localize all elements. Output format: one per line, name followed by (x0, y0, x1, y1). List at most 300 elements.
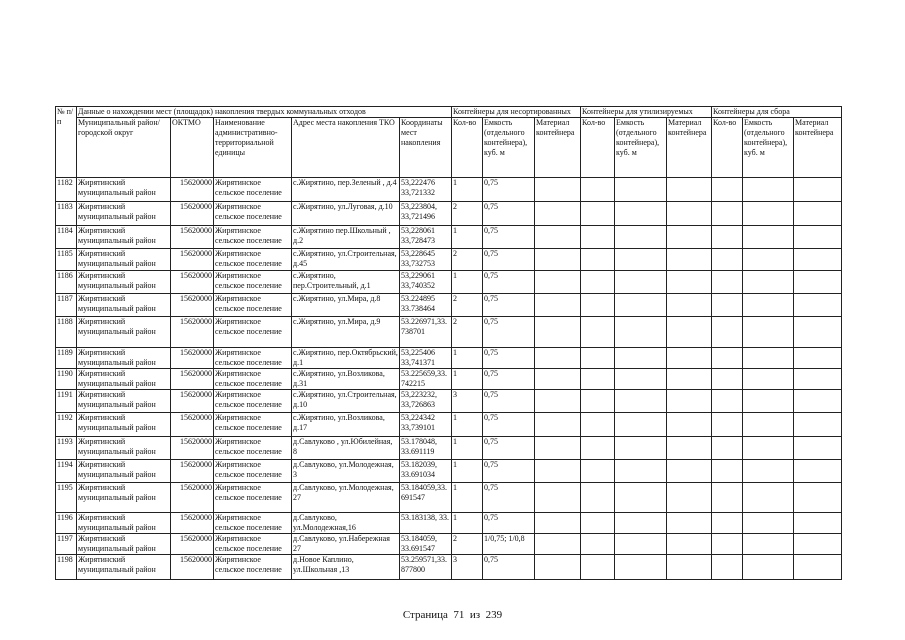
row-oktmo: 15620000 (171, 555, 214, 580)
row-empty-cell (581, 483, 615, 513)
row-empty-cell (667, 202, 712, 226)
row-coords: 53.184059,33. 691547 (400, 483, 452, 513)
row-district: Жирятинский муниципальный район (77, 413, 171, 437)
row-address: д.Савлуково, ул.Молодежная, 27 (292, 483, 400, 513)
row-address: д.Новое Каплино, ул.Школьная ,13 (292, 555, 400, 580)
row-number: 1182 (56, 178, 77, 202)
row-settlement: Жирятинское сельское поселение (214, 390, 292, 413)
row-empty-cell (743, 178, 794, 202)
row-empty-cell (712, 226, 743, 249)
row-empty-cell (794, 534, 842, 555)
row-number: 1195 (56, 483, 77, 513)
row-address: с.Жирятино, ул.Луговая, д.10 (292, 202, 400, 226)
row-address: д.Савлуково, ул.Молодежная, 3 (292, 460, 400, 483)
row-address: с.Жирятино пер.Школьный , д.2 (292, 226, 400, 249)
row-empty-cell (581, 178, 615, 202)
document-table-container (55, 106, 842, 580)
row-empty-cell (794, 555, 842, 580)
row-empty-cell (743, 226, 794, 249)
row-empty-cell (743, 534, 794, 555)
row-empty-cell (794, 483, 842, 513)
row-empty-cell (712, 555, 743, 580)
row-address: с.Жирятино, пер.Зеленый , д.4 (292, 178, 400, 202)
row-empty-cell (712, 460, 743, 483)
row-capacity: 0,75 (483, 271, 535, 294)
row-empty-cell (712, 348, 743, 369)
row-empty-cell (712, 483, 743, 513)
row-empty-cell (667, 513, 712, 534)
row-coords: 53.184059, 33.691547 (400, 534, 452, 555)
row-empty-cell (535, 413, 581, 437)
row-oktmo: 15620000 (171, 413, 214, 437)
row-settlement: Жирятинское сельское поселение (214, 178, 292, 202)
row-empty-cell (615, 294, 667, 317)
row-settlement: Жирятинское сельское поселение (214, 369, 292, 390)
row-capacity: 0,75 (483, 369, 535, 390)
header-column-row (56, 118, 842, 178)
row-empty-cell (535, 513, 581, 534)
row-settlement: Жирятинское сельское поселение (214, 226, 292, 249)
row-oktmo: 15620000 (171, 348, 214, 369)
row-empty-cell (794, 249, 842, 271)
row-capacity: 0,75 (483, 555, 535, 580)
row-empty-cell (712, 202, 743, 226)
row-empty-cell (581, 202, 615, 226)
row-coords: 53,225406 33,741371 (400, 348, 452, 369)
row-empty-cell (712, 513, 743, 534)
row-district: Жирятинский муниципальный район (77, 249, 171, 271)
header-material: Материал контейнера (535, 118, 581, 178)
row-count: 1 (452, 271, 483, 294)
row-empty-cell (667, 460, 712, 483)
row-count: 1 (452, 513, 483, 534)
row-number: 1190 (56, 369, 77, 390)
row-empty-cell (615, 271, 667, 294)
row-empty-cell (535, 369, 581, 390)
row-oktmo: 15620000 (171, 202, 214, 226)
row-oktmo: 15620000 (171, 483, 214, 513)
row-empty-cell (667, 249, 712, 271)
row-settlement: Жирятинское сельское поселение (214, 555, 292, 580)
row-empty-cell (794, 348, 842, 369)
row-capacity: 0,75 (483, 413, 535, 437)
page-of-label: из (469, 609, 481, 621)
header-capacity-3: Емкость (отдельного контейнера), куб. м (743, 118, 794, 178)
row-capacity: 0,75 (483, 460, 535, 483)
row-settlement: Жирятинское сельское поселение (214, 413, 292, 437)
table-row (56, 202, 842, 226)
row-empty-cell (615, 369, 667, 390)
row-capacity: 0,75 (483, 437, 535, 460)
row-capacity: 0,75 (483, 226, 535, 249)
row-empty-cell (794, 460, 842, 483)
row-empty-cell (712, 249, 743, 271)
row-empty-cell (794, 317, 842, 348)
row-empty-cell (581, 460, 615, 483)
header-capacity-2: Емкость (отдельного контейнера), куб. м (615, 118, 667, 178)
row-empty-cell (667, 483, 712, 513)
table-row (56, 483, 842, 513)
row-empty-cell (535, 178, 581, 202)
row-count: 1 (452, 369, 483, 390)
row-empty-cell (615, 178, 667, 202)
row-number: 1193 (56, 437, 77, 460)
table-row (56, 294, 842, 317)
page-label: Страница (402, 609, 448, 621)
row-address: с.Жирятино, ул.Мира, д.9 (292, 317, 400, 348)
row-district: Жирятинский муниципальный район (77, 178, 171, 202)
row-settlement: Жирятинское сельское поселение (214, 202, 292, 226)
row-district: Жирятинский муниципальный район (77, 271, 171, 294)
row-empty-cell (743, 317, 794, 348)
row-settlement: Жирятинское сельское поселение (214, 271, 292, 294)
row-coords: 53.224895 33.738464 (400, 294, 452, 317)
table-row (56, 534, 842, 555)
row-number: 1185 (56, 249, 77, 271)
row-settlement: Жирятинское сельское поселение (214, 483, 292, 513)
row-empty-cell (743, 369, 794, 390)
row-count: 1 (452, 348, 483, 369)
row-empty-cell (535, 348, 581, 369)
table-row (56, 555, 842, 580)
row-empty-cell (712, 437, 743, 460)
row-empty-cell (615, 390, 667, 413)
row-capacity: 0,75 (483, 294, 535, 317)
row-empty-cell (667, 348, 712, 369)
row-address: с.Жирятино, пер.Октябрьский, д.1 (293, 348, 398, 367)
table-row (56, 413, 842, 437)
row-empty-cell (535, 317, 581, 348)
row-empty-cell (535, 271, 581, 294)
row-coords: 53.226971,33. 738701 (400, 317, 452, 348)
row-number: 1186 (56, 271, 77, 294)
row-district: Жирятинский муниципальный район (77, 534, 171, 555)
row-empty-cell (794, 513, 842, 534)
header-group-location: Данные о нахождении мест (площадок) накопления твердых коммунальных отходов (77, 107, 452, 118)
header-district: Муниципальный район/городской округ (77, 118, 171, 178)
row-capacity: 1/0,75; 1/0,8 (483, 534, 535, 555)
row-empty-cell (667, 390, 712, 413)
row-empty-cell (615, 413, 667, 437)
row-empty-cell (667, 294, 712, 317)
row-coords: 53,223232, 33,726863 (400, 390, 452, 413)
row-capacity: 0,75 (483, 483, 535, 513)
row-address: д.Савлуково , ул.Юбилейная, 8 (292, 437, 400, 460)
row-count: 3 (452, 390, 483, 413)
row-empty-cell (712, 413, 743, 437)
row-district: Жирятинский муниципальный район (77, 460, 171, 483)
row-oktmo: 15620000 (171, 271, 214, 294)
row-empty-cell (581, 534, 615, 555)
row-number: 1188 (56, 317, 77, 348)
row-oktmo: 15620000 (171, 226, 214, 249)
row-empty-cell (581, 294, 615, 317)
page-total: 239 (485, 609, 503, 621)
table-row (56, 226, 842, 249)
row-number: 1194 (56, 460, 77, 483)
row-empty-cell (667, 369, 712, 390)
row-coords: 53,228061 33,728473 (400, 226, 452, 249)
header-num: № п/п (56, 107, 77, 178)
row-capacity: 0,75 (483, 348, 535, 369)
row-empty-cell (743, 348, 794, 369)
row-number: 1183 (56, 202, 77, 226)
row-district: Жирятинский муниципальный район (77, 513, 171, 534)
row-coords: 53,223804, 33,721496 (400, 202, 452, 226)
row-settlement: Жирятинское сельское поселение (214, 460, 292, 483)
row-empty-cell (535, 534, 581, 555)
row-coords: 53.182039, 33.691034 (400, 460, 452, 483)
row-empty-cell (581, 413, 615, 437)
row-empty-cell (743, 460, 794, 483)
row-count: 1 (452, 483, 483, 513)
header-count-3: Кол-во (712, 118, 743, 178)
row-count: 2 (452, 294, 483, 317)
table-row (56, 249, 842, 271)
row-capacity: 0,75 (483, 202, 535, 226)
row-capacity: 0,75 (483, 390, 535, 413)
row-capacity: 0,75 (483, 513, 535, 534)
row-empty-cell (581, 513, 615, 534)
row-empty-cell (794, 271, 842, 294)
row-empty-cell (743, 555, 794, 580)
row-district: Жирятинский муниципальный район (77, 437, 171, 460)
row-coords: 53.225659,33. 742215 (400, 369, 452, 390)
row-empty-cell (712, 317, 743, 348)
row-empty-cell (581, 437, 615, 460)
row-empty-cell (535, 483, 581, 513)
waste-sites-table (55, 106, 842, 580)
header-address: Адрес места накопления ТКО (292, 118, 400, 178)
row-empty-cell (615, 437, 667, 460)
row-count: 2 (452, 249, 483, 271)
row-empty-cell (794, 294, 842, 317)
row-settlement: Жирятинское сельское поселение (214, 294, 292, 317)
row-empty-cell (712, 534, 743, 555)
row-oktmo: 15620000 (171, 317, 214, 348)
header-group-recycle: Контейнеры для утилизируемых (581, 107, 712, 118)
row-empty-cell (794, 369, 842, 390)
row-empty-cell (743, 390, 794, 413)
row-empty-cell (743, 294, 794, 317)
row-empty-cell (615, 317, 667, 348)
row-empty-cell (712, 369, 743, 390)
header-count-2: Кол-во (581, 118, 615, 178)
row-coords: 53.178048, 33.691119 (400, 437, 452, 460)
table-row (56, 460, 842, 483)
row-empty-cell (535, 249, 581, 271)
row-empty-cell (535, 202, 581, 226)
row-empty-cell (581, 348, 615, 369)
row-count: 1 (452, 413, 483, 437)
row-empty-cell (535, 226, 581, 249)
row-empty-cell (581, 317, 615, 348)
header-group-collect: Контейнеры для сбора (712, 107, 842, 118)
row-empty-cell (615, 483, 667, 513)
row-count: 1 (452, 460, 483, 483)
row-number: 1192 (56, 413, 77, 437)
row-number: 1197 (56, 534, 77, 555)
row-number: 1189 (56, 348, 77, 369)
row-empty-cell (581, 369, 615, 390)
row-empty-cell (743, 271, 794, 294)
row-empty-cell (794, 413, 842, 437)
row-capacity: 0,75 (483, 178, 535, 202)
row-empty-cell (535, 294, 581, 317)
table-row (56, 437, 842, 460)
row-empty-cell (667, 317, 712, 348)
row-address: с.Жирятино, ул.Возликова, д.31 (292, 369, 400, 390)
row-empty-cell (667, 178, 712, 202)
row-empty-cell (581, 249, 615, 271)
row-coords: 53.259571,33. 877800 (400, 555, 452, 580)
row-district: Жирятинский муниципальный район (77, 369, 171, 390)
row-oktmo: 15620000 (171, 294, 214, 317)
row-oktmo: 15620000 (171, 513, 214, 534)
row-oktmo: 15620000 (171, 249, 214, 271)
header-material-3: Материал контейнера (794, 118, 842, 178)
row-capacity: 0,75 (483, 317, 535, 348)
row-empty-cell (535, 460, 581, 483)
row-empty-cell (667, 534, 712, 555)
row-district: Жирятинский муниципальный район (77, 348, 171, 369)
row-count: 2 (452, 317, 483, 348)
row-empty-cell (794, 390, 842, 413)
row-number: 1198 (56, 555, 77, 580)
row-number: 1191 (56, 390, 77, 413)
row-empty-cell (615, 348, 667, 369)
row-empty-cell (743, 202, 794, 226)
row-empty-cell (581, 555, 615, 580)
row-empty-cell (712, 178, 743, 202)
row-district: Жирятинский муниципальный район (77, 390, 171, 413)
row-capacity: 0,75 (483, 249, 535, 271)
row-empty-cell (615, 555, 667, 580)
row-settlement: Жирятинское сельское поселение (214, 513, 292, 534)
row-empty-cell (743, 249, 794, 271)
header-capacity: Емкость (отдельного контейнера), куб. м (483, 118, 535, 178)
row-coords: 53,229061 33,740352 (400, 271, 452, 294)
row-coords: 53.183138, 33. (400, 513, 452, 534)
row-empty-cell (615, 202, 667, 226)
table-row (56, 271, 842, 294)
row-empty-cell (535, 555, 581, 580)
row-empty-cell (615, 249, 667, 271)
row-address: с.Жирятино, ул.Строительная, д.10 (292, 390, 400, 413)
row-empty-cell (615, 513, 667, 534)
row-empty-cell (667, 437, 712, 460)
row-empty-cell (712, 390, 743, 413)
row-empty-cell (712, 294, 743, 317)
row-address: с.Жирятино, ул.Строительная, д.45 (292, 249, 400, 271)
row-empty-cell (535, 390, 581, 413)
row-oktmo: 15620000 (171, 437, 214, 460)
row-empty-cell (581, 226, 615, 249)
row-oktmo: 15620000 (171, 460, 214, 483)
row-count: 1 (452, 226, 483, 249)
row-number: 1187 (56, 294, 77, 317)
page-footer (0, 609, 905, 621)
table-row (56, 513, 842, 534)
row-count: 1 (452, 437, 483, 460)
row-district: Жирятинский муниципальный район (77, 317, 171, 348)
row-district: Жирятинский муниципальный район (77, 555, 171, 580)
row-oktmo: 15620000 (171, 390, 214, 413)
row-address: с.Жирятино, ул.Возликова, д.17 (292, 413, 400, 437)
row-empty-cell (743, 437, 794, 460)
row-district: Жирятинский муниципальный район (77, 226, 171, 249)
header-coords: Координаты мест накопления (400, 118, 452, 178)
row-count: 2 (452, 534, 483, 555)
row-settlement: Жирятинское сельское поселение (214, 249, 292, 271)
row-settlement: Жирятинское сельское поселение (214, 348, 292, 369)
table-row (56, 348, 842, 369)
table-row (56, 390, 842, 413)
row-settlement: Жирятинское сельское поселение (214, 437, 292, 460)
row-empty-cell (712, 271, 743, 294)
row-empty-cell (615, 460, 667, 483)
row-empty-cell (743, 513, 794, 534)
header-settlement: Наименование административно-территориальной единицы (214, 118, 292, 178)
row-empty-cell (581, 390, 615, 413)
row-coords: 53,222476 33,721332 (400, 178, 452, 202)
row-empty-cell (667, 271, 712, 294)
row-settlement: Жирятинское сельское поселение (214, 317, 292, 348)
header-group-unsorted: Контейнеры для несортированных (452, 107, 581, 118)
row-district: Жирятинский муниципальный район (77, 202, 171, 226)
row-oktmo: 15620000 (171, 534, 214, 555)
row-address: д.Савлуково, ул.Набережная 27 (292, 534, 400, 555)
row-empty-cell (794, 178, 842, 202)
row-number: 1196 (56, 513, 77, 534)
row-count: 1 (452, 178, 483, 202)
row-address: с.Жирятино, пер.Строительный, д.1 (292, 271, 400, 294)
row-count: 3 (452, 555, 483, 580)
table-row (56, 369, 842, 390)
row-empty-cell (794, 202, 842, 226)
row-oktmo: 15620000 (171, 178, 214, 202)
row-address: д.Савлуково, ул.Молодежная,16 (292, 513, 400, 534)
row-empty-cell (743, 413, 794, 437)
table-row (56, 317, 842, 348)
row-empty-cell (743, 483, 794, 513)
row-coords: 53,224342 33,739101 (400, 413, 452, 437)
header-material-2: Материал контейнера (667, 118, 712, 178)
row-district: Жирятинский муниципальный район (77, 294, 171, 317)
row-empty-cell (615, 226, 667, 249)
row-settlement: Жирятинское сельское поселение (214, 534, 292, 555)
row-address: с.Жирятино, ул.Мира, д.8 (292, 294, 400, 317)
header-group-row (56, 107, 842, 118)
row-empty-cell (535, 437, 581, 460)
row-empty-cell (615, 534, 667, 555)
row-coords: 53,228645 33,732753 (400, 249, 452, 271)
row-count: 2 (452, 202, 483, 226)
row-empty-cell (581, 271, 615, 294)
row-empty-cell (667, 226, 712, 249)
header-oktmo: ОКТМО (171, 118, 214, 178)
row-oktmo: 15620000 (171, 369, 214, 390)
row-empty-cell (667, 555, 712, 580)
row-empty-cell (794, 437, 842, 460)
row-number: 1184 (56, 226, 77, 249)
header-count: Кол-во (452, 118, 483, 178)
row-district: Жирятинский муниципальный район (77, 483, 171, 513)
table-row (56, 178, 842, 202)
row-empty-cell (794, 226, 842, 249)
page-number: 71 (453, 609, 465, 621)
row-empty-cell (667, 413, 712, 437)
